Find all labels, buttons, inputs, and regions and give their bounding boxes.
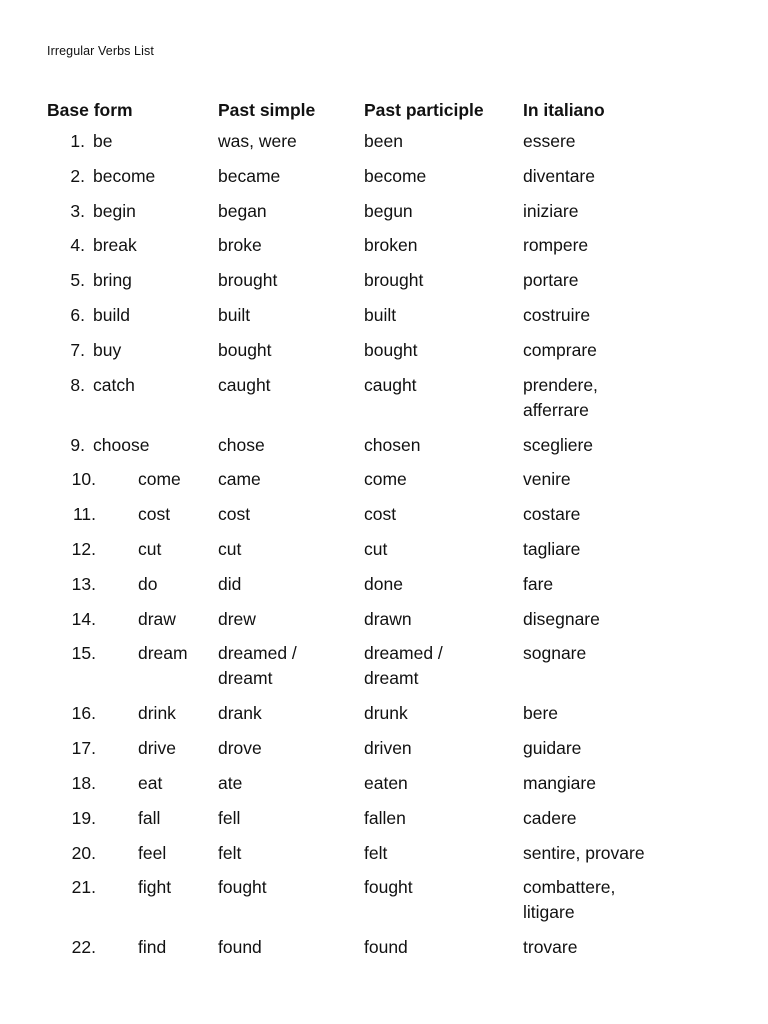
table-row [0, 806, 768, 841]
row-number: 9. [70, 434, 85, 455]
past-participle: driven [364, 738, 412, 759]
table-row [0, 199, 768, 234]
past-simple: bought [218, 339, 272, 360]
past-simple: drank [218, 703, 262, 724]
base-form: do [138, 573, 158, 594]
row-number: 4. [70, 235, 85, 256]
italian-translation: venire [523, 469, 571, 490]
table-row [0, 841, 768, 876]
table-row [0, 572, 768, 607]
base-form: feel [138, 842, 167, 863]
past-simple: drew [218, 608, 256, 629]
base-form: choose [93, 434, 150, 455]
table-row [0, 303, 768, 338]
past-simple: caught [218, 374, 271, 395]
italian-translation: scegliere [523, 434, 594, 455]
table-row [0, 129, 768, 164]
base-form: be [93, 131, 113, 151]
row-number: 3. [70, 200, 85, 221]
row-number: 1. [70, 131, 85, 151]
table-row [0, 467, 768, 502]
header-italian: In italiano [523, 100, 605, 120]
table-row [0, 433, 768, 468]
past-participle: cut [364, 538, 388, 559]
italian-translation: diventare [523, 165, 595, 186]
italian-translation: costare [523, 504, 581, 525]
table-row [0, 268, 768, 303]
italian-translation: comprare [523, 339, 597, 360]
row-number: 5. [70, 270, 85, 291]
base-form: become [93, 165, 156, 186]
italian-translation: sentire, provare [523, 842, 645, 863]
row-number: 18. [71, 772, 96, 793]
base-form: catch [93, 374, 135, 395]
table-row [0, 164, 768, 199]
table-row [0, 641, 768, 701]
past-simple: began [218, 200, 267, 221]
italian-translation: prendere, afferrare [523, 374, 598, 420]
base-form: cut [138, 538, 162, 559]
table-row [0, 338, 768, 373]
verbs-table [0, 97, 768, 970]
past-simple: chose [218, 434, 265, 455]
base-form: cost [138, 504, 171, 525]
italian-translation: fare [523, 573, 554, 594]
italian-translation: mangiare [523, 772, 596, 793]
italian-translation: tagliare [523, 538, 581, 559]
table-row [0, 607, 768, 642]
italian-translation: bere [523, 703, 559, 724]
past-participle: eaten [364, 772, 408, 793]
italian-translation: essere [523, 131, 576, 151]
row-number: 16. [71, 703, 96, 724]
base-form: buy [93, 339, 122, 360]
past-participle: drawn [364, 608, 412, 629]
past-participle: drunk [364, 703, 408, 724]
past-participle: begun [364, 200, 413, 221]
header-past-participle: Past participle [364, 100, 484, 120]
row-number: 22. [71, 937, 96, 958]
row-number: 19. [71, 807, 96, 828]
italian-translation: disegnare [523, 608, 600, 629]
past-participle: brought [364, 270, 424, 291]
past-simple: was, were [218, 131, 297, 151]
row-number: 20. [71, 842, 96, 863]
row-number: 2. [70, 165, 85, 186]
row-number: 17. [71, 738, 96, 759]
past-simple: ate [218, 772, 243, 793]
italian-translation: portare [523, 270, 579, 291]
past-simple: became [218, 165, 281, 186]
row-number: 12. [71, 538, 96, 559]
past-simple: felt [218, 842, 242, 863]
past-simple: found [218, 937, 262, 958]
past-participle: come [364, 469, 407, 490]
past-participle: built [364, 304, 397, 325]
header-past-simple: Past simple [218, 100, 316, 120]
base-form: break [93, 235, 137, 256]
past-simple: dreamed / dreamt [218, 643, 297, 689]
base-form: bring [93, 270, 132, 291]
row-number: 11. [72, 504, 96, 525]
row-number: 13. [71, 573, 96, 594]
table-row [0, 875, 768, 935]
base-form: begin [93, 200, 136, 221]
row-number: 8. [70, 374, 85, 395]
row-number: 10. [71, 469, 96, 490]
past-participle: been [364, 131, 403, 151]
row-number: 14. [71, 608, 96, 629]
row-number: 15. [71, 643, 96, 664]
past-participle: felt [364, 842, 388, 863]
past-participle: done [364, 573, 403, 594]
past-participle: fought [364, 877, 413, 898]
italian-translation: trovare [523, 937, 578, 958]
past-participle: caught [364, 374, 417, 395]
base-form: drive [138, 738, 176, 759]
base-form: build [93, 304, 130, 325]
italian-translation: sognare [523, 643, 587, 664]
base-form: fall [138, 807, 161, 828]
row-number: 21. [71, 877, 96, 898]
table-row [0, 537, 768, 572]
table-row [0, 233, 768, 268]
table-header-row [0, 97, 768, 129]
italian-translation: combattere, litigare [523, 877, 616, 923]
table-row [0, 736, 768, 771]
past-participle: chosen [364, 434, 421, 455]
table-row [0, 771, 768, 806]
past-simple: fell [218, 807, 241, 828]
past-simple: came [218, 469, 261, 490]
table-row [0, 701, 768, 736]
past-participle: become [364, 165, 427, 186]
italian-translation: costruire [523, 304, 591, 325]
italian-translation: rompere [523, 235, 589, 256]
past-simple: brought [218, 270, 278, 291]
past-participle: found [364, 937, 408, 958]
base-form: drink [138, 703, 176, 724]
past-simple: cut [218, 538, 242, 559]
base-form: come [138, 469, 181, 490]
past-participle: bought [364, 339, 418, 360]
base-form: fight [138, 877, 172, 898]
past-simple: drove [218, 738, 262, 759]
header-base-form: Base form [47, 100, 133, 120]
base-form: eat [138, 772, 163, 793]
past-simple: built [218, 304, 251, 325]
italian-translation: iniziare [523, 200, 579, 221]
base-form: find [138, 937, 167, 958]
base-form: draw [138, 608, 176, 629]
row-number: 6. [70, 304, 85, 325]
base-form: dream [138, 643, 188, 664]
document-title: Irregular Verbs List [47, 44, 154, 58]
table-row [0, 502, 768, 537]
past-participle: dreamed / dreamt [364, 643, 443, 689]
italian-translation: guidare [523, 738, 582, 759]
past-participle: cost [364, 504, 397, 525]
row-number: 7. [70, 339, 85, 360]
past-simple: fought [218, 877, 267, 898]
past-simple: broke [218, 235, 262, 256]
past-participle: broken [364, 235, 418, 256]
table-row [0, 935, 768, 970]
past-simple: cost [218, 504, 251, 525]
past-simple: did [218, 573, 242, 594]
table-row [0, 373, 768, 433]
italian-translation: cadere [523, 807, 577, 828]
past-participle: fallen [364, 807, 406, 828]
